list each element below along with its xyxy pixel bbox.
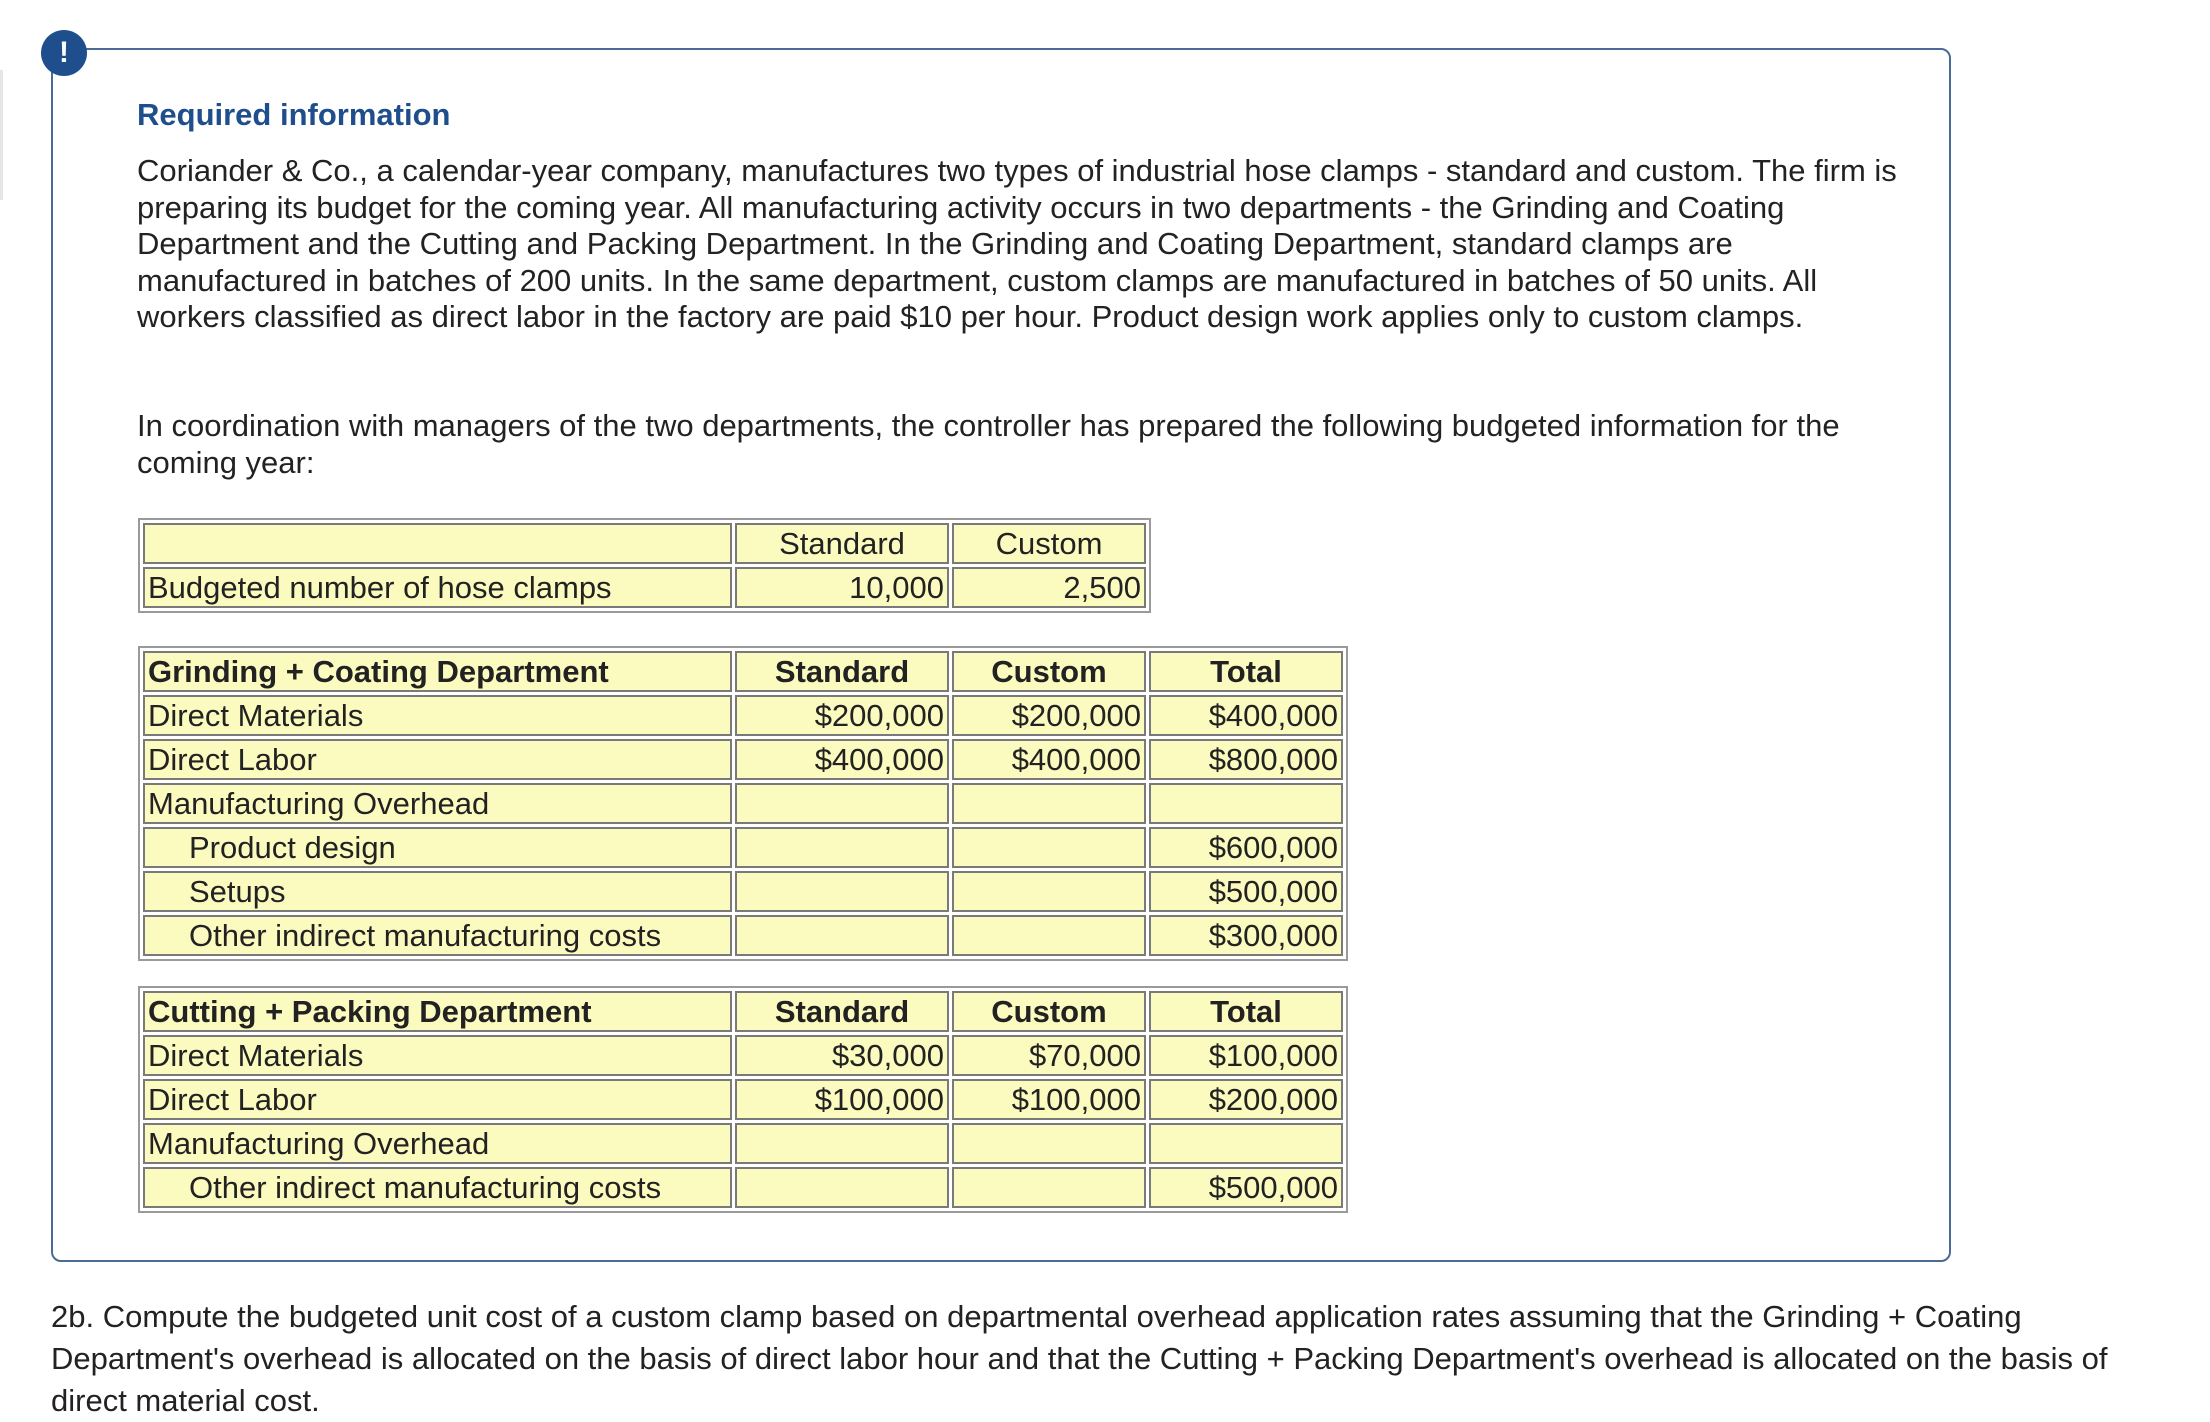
table-row [143, 827, 1343, 868]
table-row [143, 567, 1146, 608]
table-cell: $100,000 [735, 1079, 949, 1120]
column-header-total: Total [1149, 651, 1343, 692]
table-cell [1149, 1123, 1343, 1164]
row-label: Direct Labor [143, 1079, 732, 1120]
table-cell: $400,000 [952, 739, 1146, 780]
volume-table [138, 518, 1151, 613]
table-cell: $100,000 [952, 1079, 1146, 1120]
column-header-custom: Custom [952, 991, 1146, 1032]
table-cell: $400,000 [735, 739, 949, 780]
column-header-standard: Standard [735, 651, 949, 692]
table-row [143, 523, 1146, 564]
table-cell: $300,000 [1149, 915, 1343, 956]
table-cell [143, 523, 732, 564]
table-cell: $800,000 [1149, 739, 1343, 780]
row-label: Other indirect manufacturing costs [143, 1167, 732, 1208]
table-row [143, 1123, 1343, 1164]
row-label: Other indirect manufacturing costs [143, 915, 732, 956]
row-label: Product design [143, 827, 732, 868]
table-cell [952, 783, 1146, 824]
table-row [143, 915, 1343, 956]
row-label: Manufacturing Overhead [143, 783, 732, 824]
table-cell [952, 915, 1146, 956]
table-row [143, 783, 1343, 824]
table-cell [952, 1123, 1146, 1164]
exclamation-icon: ! [41, 30, 87, 76]
table-row [143, 1035, 1343, 1076]
table-cell: $500,000 [1149, 1167, 1343, 1208]
cutting-packing-table [138, 986, 1348, 1213]
department-title: Grinding + Coating Department [143, 651, 732, 692]
table-cell [735, 871, 949, 912]
table-cell [952, 827, 1146, 868]
table-cell [1149, 783, 1343, 824]
table-cell [952, 871, 1146, 912]
table-cell: $200,000 [952, 695, 1146, 736]
column-header-total: Total [1149, 991, 1343, 1032]
table-cell: $70,000 [952, 1035, 1146, 1076]
table-cell [735, 915, 949, 956]
table-cell: $30,000 [735, 1035, 949, 1076]
table-row [143, 991, 1343, 1032]
table-cell [735, 827, 949, 868]
table-row [143, 739, 1343, 780]
table-cell [952, 1167, 1146, 1208]
controller-paragraph: In coordination with managers of the two departments, the controller has prepared the following budgeted information for the coming year: [137, 408, 1840, 480]
table-cell: 10,000 [735, 567, 949, 608]
table-cell: $100,000 [1149, 1035, 1343, 1076]
table-cell: 2,500 [952, 567, 1146, 608]
table-cell: $600,000 [1149, 827, 1343, 868]
row-label: Budgeted number of hose clamps [143, 567, 732, 608]
row-label: Direct Materials [143, 695, 732, 736]
question-text: 2b. Compute the budgeted unit cost of a custom clamp based on departmental overhead application rates assuming that the Grinding + Coating Department's overhead is allocated on the basis of direct labor hour and that the Cutting + Packing Department's overhead is allocated on the basis of direct material cost. [51, 1299, 2108, 1418]
department-title: Cutting + Packing Department [143, 991, 732, 1032]
row-label: Direct Labor [143, 739, 732, 780]
grinding-coating-table [138, 646, 1348, 961]
left-edge-divider [0, 70, 3, 200]
table-row [143, 1079, 1343, 1120]
row-label: Direct Materials [143, 1035, 732, 1076]
table-row [143, 695, 1343, 736]
row-label: Setups [143, 871, 732, 912]
table-cell: $400,000 [1149, 695, 1343, 736]
table-cell: $200,000 [735, 695, 949, 736]
column-header-standard: Standard [735, 523, 949, 564]
scenario-paragraph: Coriander & Co., a calendar-year company, manufactures two types of industrial hose clamps - standard and custom. The firm is preparing its budget for the coming year. All manufacturing activity occurs in two departments - the Grinding and Coating Department and the Cutting and Packing Department. In the Grinding and Coating Department, standard clamps are manufactured in batches of 200 units. In the same department, custom clamps are manufactured in batches of 50 units. All workers classified as direct labor in the factory are paid $10 per hour. Product design work applies only to custom clamps. [137, 153, 1897, 334]
table-cell: $200,000 [1149, 1079, 1343, 1120]
table-row [143, 871, 1343, 912]
table-cell [735, 1123, 949, 1164]
table-cell [735, 783, 949, 824]
column-header-custom: Custom [952, 651, 1146, 692]
table-row [143, 1167, 1343, 1208]
column-header-standard: Standard [735, 991, 949, 1032]
column-header-custom: Custom [952, 523, 1146, 564]
table-row [143, 651, 1343, 692]
row-label: Manufacturing Overhead [143, 1123, 732, 1164]
table-cell [735, 1167, 949, 1208]
table-cell: $500,000 [1149, 871, 1343, 912]
required-information-title: Required information [137, 97, 451, 132]
